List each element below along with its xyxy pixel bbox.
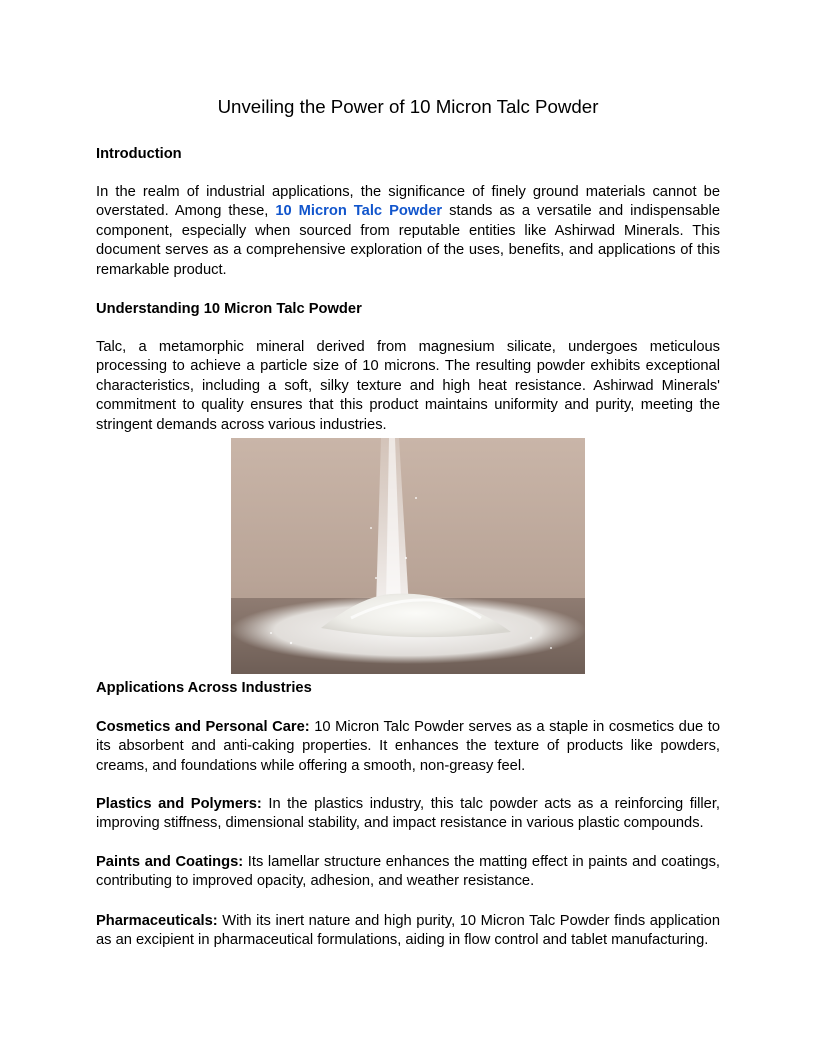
- application-label: Pharmaceuticals:: [96, 913, 218, 929]
- application-label: Paints and Coatings:: [96, 854, 244, 870]
- application-label: Cosmetics and Personal Care:: [96, 719, 310, 735]
- application-text: 10 Micron Talc Powder serves as a staple in cosmetics due to its absorbent and anti-caking properties. It enhances the texture of products like powders, creams, and foundations while offering a smooth, non-greasy feel.: [96, 719, 720, 774]
- talc-powder-photo: [231, 438, 585, 674]
- intro-text-after-link: stands as a versatile and indispensable component, especially when sourced from reputable entities like Ashirwad Minerals. This document serves as a comprehensive exploration of the uses, benefits, and applications of this remarkable product.: [96, 203, 720, 278]
- application-item-paints: [96, 853, 720, 892]
- application-item-cosmetics: [96, 718, 720, 776]
- understanding-paragraph: Talc, a metamorphic mineral derived from magnesium silicate, undergoes meticulous processing to achieve a particle size of 10 microns. The resulting powder exhibits exceptional characteristics, including a soft, silky texture and high heat resistance. Ashirwad Minerals' commitment to quality ensures that this product maintains uniformity and purity, meeting the stringent demands across various industries.: [96, 339, 720, 433]
- application-label: Plastics and Polymers:: [96, 796, 262, 812]
- application-item-pharmaceuticals: [96, 912, 720, 951]
- application-text: Its lamellar structure enhances the matting effect in paints and coatings, contributing to improved opacity, adhesion, and weather resistance.: [96, 854, 720, 890]
- application-text: In the plastics industry, this talc powder acts as a reinforcing filler, improving stiffness, dimensional stability, and impact resistance in various plastic compounds.: [96, 796, 720, 832]
- introduction-paragraph: [96, 183, 720, 280]
- introduction-heading: Introduction: [96, 146, 182, 162]
- intro-text-before-link: In the realm of industrial applications, the significance of finely ground materials cannot be overstated. Among these,: [96, 184, 720, 220]
- talc-powder-link[interactable]: 10 Micron Talc Powder: [275, 203, 443, 220]
- document-title: Unveiling the Power of 10 Micron Talc Powder: [217, 96, 599, 117]
- understanding-heading: Understanding 10 Micron Talc Powder: [96, 301, 362, 317]
- application-item-plastics: [96, 795, 720, 834]
- application-text: With its inert nature and high purity, 10 Micron Talc Powder finds application as an excipient in pharmaceutical formulations, aiding in flow control and tablet manufacturing.: [96, 913, 720, 949]
- applications-heading: Applications Across Industries: [96, 680, 312, 696]
